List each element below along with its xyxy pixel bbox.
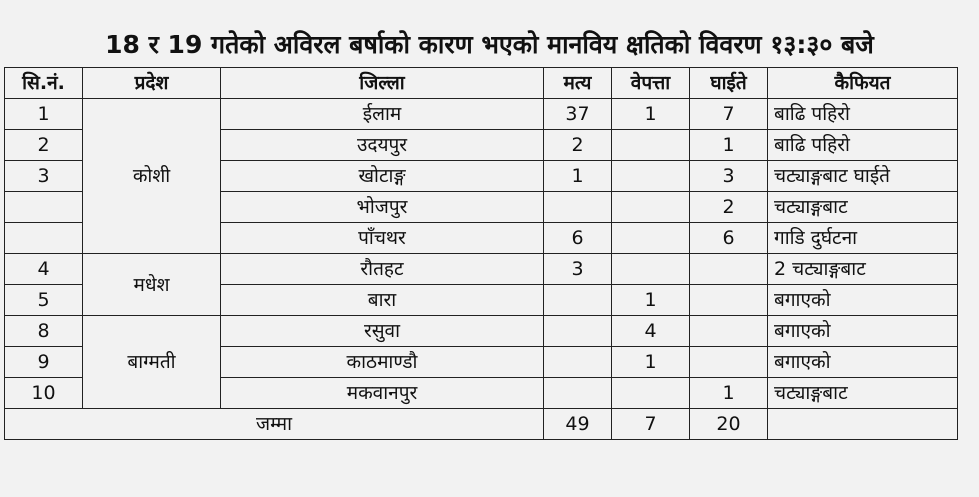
table-row	[5, 99, 958, 130]
cell-missing	[612, 161, 690, 192]
total-label: जम्मा	[5, 409, 544, 440]
cell-injured: 2	[690, 192, 768, 223]
cell-sn: 10	[5, 378, 83, 409]
cell-sn	[5, 223, 83, 254]
header-remarks: कैफियत	[768, 68, 958, 99]
cell-sn: 2	[5, 130, 83, 161]
cell-injured	[690, 254, 768, 285]
cell-missing	[612, 192, 690, 223]
cell-remarks: चट्याङ्गबाट	[768, 192, 958, 223]
header-deaths: मत्य	[544, 68, 612, 99]
cell-remarks: बाढि पहिरो	[768, 130, 958, 161]
cell-missing	[612, 254, 690, 285]
header-sn: सि.नं.	[5, 68, 83, 99]
total-remarks	[768, 409, 958, 440]
cell-sn: 8	[5, 316, 83, 347]
cell-deaths: 1	[544, 161, 612, 192]
cell-deaths: 37	[544, 99, 612, 130]
cell-sn: 1	[5, 99, 83, 130]
cell-injured	[690, 347, 768, 378]
cell-sn: 9	[5, 347, 83, 378]
cell-remarks: चट्याङ्गबाट	[768, 378, 958, 409]
total-deaths: 49	[544, 409, 612, 440]
cell-sn: 3	[5, 161, 83, 192]
header-missing: वेपत्ता	[612, 68, 690, 99]
cell-sn: 4	[5, 254, 83, 285]
cell-province-madhesh: मधेश	[83, 254, 221, 316]
cell-remarks: बगाएको	[768, 347, 958, 378]
cell-district: रसुवा	[221, 316, 544, 347]
cell-missing: 1	[612, 347, 690, 378]
cell-deaths	[544, 192, 612, 223]
cell-remarks: चट्याङ्गबाट घाईते	[768, 161, 958, 192]
cell-province-koshi: कोशी	[83, 99, 221, 254]
header-province: प्रदेश	[83, 68, 221, 99]
cell-missing	[612, 378, 690, 409]
total-injured: 20	[690, 409, 768, 440]
cell-deaths: 6	[544, 223, 612, 254]
cell-district: मकवानपुर	[221, 378, 544, 409]
cell-remarks: 2 चट्याङ्गबाट	[768, 254, 958, 285]
page-title: 18 र 19 गतेको अविरल बर्षाको कारण भएको मानविय क्षतिको विवरण १३:३० बजे	[105, 30, 874, 59]
cell-district: खोटाङ्ग	[221, 161, 544, 192]
header-injured: घाईते	[690, 68, 768, 99]
cell-sn: 5	[5, 285, 83, 316]
cell-district: पाँचथर	[221, 223, 544, 254]
cell-injured: 7	[690, 99, 768, 130]
cell-district: बारा	[221, 285, 544, 316]
cell-remarks: बाढि पहिरो	[768, 99, 958, 130]
cell-remarks: गाडि दुर्घटना	[768, 223, 958, 254]
cell-province-bagmati: बाग्मती	[83, 316, 221, 409]
cell-district: काठमाण्डौ	[221, 347, 544, 378]
cell-sn	[5, 192, 83, 223]
cell-missing: 1	[612, 99, 690, 130]
cell-injured: 6	[690, 223, 768, 254]
total-row	[5, 409, 958, 440]
cell-missing	[612, 223, 690, 254]
cell-deaths	[544, 285, 612, 316]
cell-deaths: 3	[544, 254, 612, 285]
cell-deaths: 2	[544, 130, 612, 161]
cell-missing: 4	[612, 316, 690, 347]
cell-deaths	[544, 378, 612, 409]
cell-injured: 3	[690, 161, 768, 192]
cell-district: भोजपुर	[221, 192, 544, 223]
cell-deaths	[544, 316, 612, 347]
cell-remarks: बगाएको	[768, 285, 958, 316]
header-district: जिल्ला	[221, 68, 544, 99]
cell-deaths	[544, 347, 612, 378]
cell-district: ईलाम	[221, 99, 544, 130]
header-row	[5, 68, 958, 99]
table-row	[5, 254, 958, 285]
cell-missing: 1	[612, 285, 690, 316]
cell-district: रौतहट	[221, 254, 544, 285]
cell-district: उदयपुर	[221, 130, 544, 161]
cell-injured: 1	[690, 130, 768, 161]
table-row	[5, 316, 958, 347]
casualty-table	[4, 67, 958, 440]
cell-injured: 1	[690, 378, 768, 409]
cell-remarks: बगाएको	[768, 316, 958, 347]
cell-injured	[690, 316, 768, 347]
total-missing: 7	[612, 409, 690, 440]
cell-injured	[690, 285, 768, 316]
cell-missing	[612, 130, 690, 161]
